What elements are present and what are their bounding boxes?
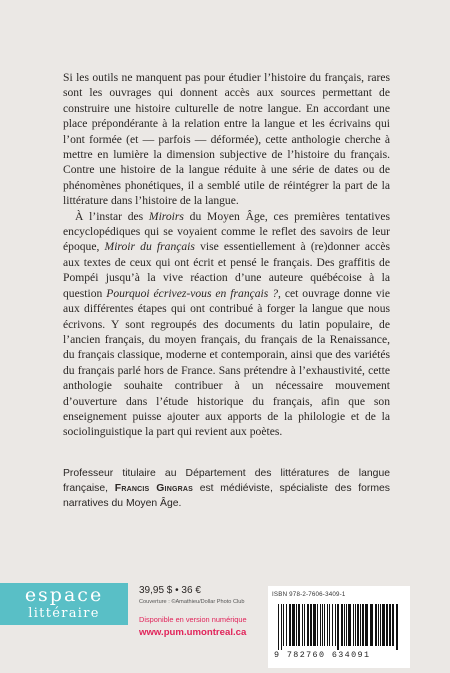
italic-miroirs: Miroirs (148, 209, 184, 223)
logo-line-2: littéraire (28, 606, 100, 621)
italic-question: Pourquoi écrivez-vous en français ? (106, 286, 279, 300)
paragraph-miroir (63, 209, 390, 440)
italic-book-title: Miroir du français (104, 240, 195, 254)
barcode-icon (276, 604, 402, 650)
barcode-panel (268, 586, 410, 668)
paragraph-text: , cet ouvrage donne vie aux différentes étapes qui ont contribué à forger la langue que nous écrivons. Y sont regroupés des documents du latin populaire, de l’ancien français, du moyen français, du français de la Renaissance, du français classique, moderne et contemporain, ainsi que des variétés du français parlé hors de France. Sans prétendre à l’exhaustivité, cette anthologie souhaite contribuer à un nécessaire mouvement d’ouverture dans l’étude historique du français, afin que son enseignement puisse ajouter aux apports de la philologie et de la sociolinguistique la part qui revient aux poètes. (63, 286, 391, 439)
digital-availability: Disponible en version numérique (139, 615, 247, 624)
cover-credit: Couverture : ©Amathieu/Dollar Photo Club (139, 599, 245, 605)
author-bio (63, 467, 390, 511)
publisher-series-logo (0, 583, 128, 625)
back-cover-text (63, 70, 390, 440)
paragraph-text: vise essentiellement à (re)donner accès aux textes de ceux qui ont écrit et pensé le français. Des graffitis de Pompéi jusqu’à la vive réaction d’une auteure québécoise à la question (63, 240, 390, 300)
paragraph-intro-text: Si les outils ne manquent pas pour étudier l’histoire du français, rares sont les ouvrages qui donnent accès aux sources permettant de construire une histoire culturelle de notre langue. En accordant une place prépondérante à la relation entre la langue et les écrivains qui l’ont formée (et — parfois — déformée), cette anthologie cherche à mettre en lumière la dimension subjective de l’histoire du français. Contre une histoire de la langue réduite à une série de dates ou de phénomènes phonétiques, il a semblé utile de réintégrer la part de la littérature dans l’histoire de la langue. (63, 71, 390, 208)
paragraph-intro (63, 70, 390, 209)
publisher-link[interactable]: www.pum.umontreal.ca (139, 627, 247, 638)
paragraph-text: du Moyen Âge, ces premières tentatives encyclopédiques qui se voyaient comme le reflet des savoirs de leur époque, (63, 209, 390, 254)
author-name: Francis Gingras (114, 482, 193, 494)
isbn-label: ISBN 978-2-7606-3409-1 (272, 591, 346, 598)
bio-text: est médiéviste, spécialiste des formes narratives du Moyen Âge. (63, 482, 391, 509)
bio-text: Professeur titulaire au Département des littératures de langue française, (63, 468, 390, 494)
logo-line-1: espace (24, 584, 104, 606)
paragraph-text: À l’instar des (75, 209, 149, 223)
barcode-digits: 9 782760 634091 (274, 650, 371, 660)
price-label: 39,95 $ • 36 € (139, 585, 201, 596)
